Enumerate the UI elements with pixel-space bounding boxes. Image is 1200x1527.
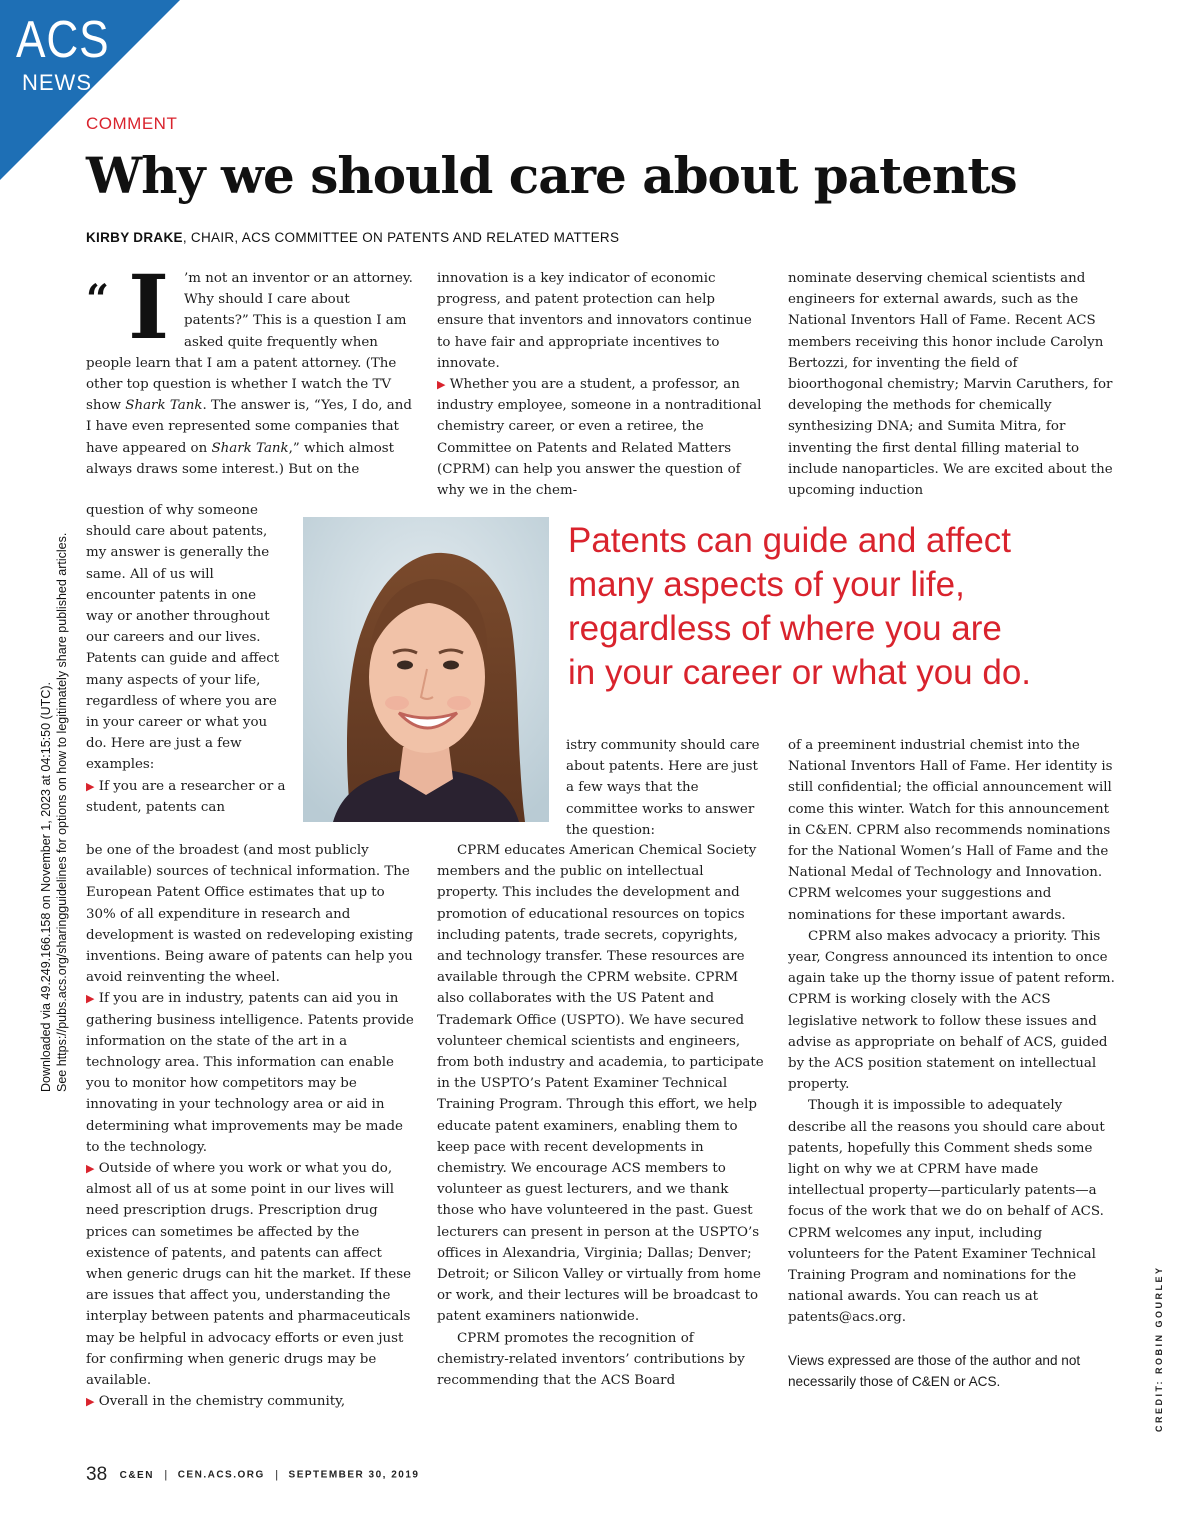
- bullet-student-continued: istry community should care about patents. Here are just a few ways that the committee works to answer the question:: [566, 738, 760, 838]
- bullet-student: ▶ Whether you are a student, a professor, an industry employee, someone in a nontraditional chemistry career, or even a retiree, the Committee on Patents and Related Matters (CPRM) can help you answer the question of why we in the chem-: [437, 377, 762, 499]
- article-column-2-bottom: [437, 840, 765, 1391]
- headline: Why we should care about patents: [86, 146, 1017, 205]
- cprm-promotes-paragraph: CPRM promotes the recognition of chemistry-related inventors’ contributions by recommending that the ACS Board: [437, 1330, 745, 1389]
- disclaimer: Views expressed are those of the author and not necessarily those of C&EN or ACS.: [788, 1352, 1081, 1389]
- bullet-arrow-icon: ▶: [86, 992, 95, 1006]
- download-notice: [38, 432, 70, 1092]
- article-column-3-top: [788, 268, 1116, 501]
- article-column-1-top: [86, 255, 414, 480]
- photo-credit: CREDIT: ROBIN GOURLEY: [1154, 1265, 1164, 1432]
- news-logo-label: NEWS: [22, 70, 92, 95]
- pull-quote-line-2: many aspects of your life,: [568, 565, 965, 604]
- dropcap: “ I: [86, 255, 170, 359]
- bullet-arrow-icon: ▶: [86, 1162, 95, 1176]
- article-column-2-narrow: [566, 735, 764, 841]
- byline-role: , CHAIR, ACS COMMITTEE ON PATENTS AND RELATED MATTERS: [182, 230, 620, 245]
- footer-publication: C&EN: [119, 1469, 154, 1481]
- pull-quote-line-3: regardless of where you are: [568, 609, 1002, 648]
- page-number: 38: [86, 1464, 108, 1485]
- bullet-researcher-rest: be one of the broadest (and most publicly available) sources of technical information. The European Patent Office estimates that up to 30% of all expenditure in research and development is wasted on redeveloping existing inventions. Being aware of patents can help you avoid reinventing the wheel.: [86, 843, 414, 986]
- article-column-2-top: [437, 268, 765, 501]
- bullet-arrow-icon: ▶: [437, 378, 446, 392]
- bullet-drugs: ▶ Outside of where you work or what you do, almost all of us at some point in our lives will need prescription drugs. Prescription drug prices can sometimes be affected by the existence of patents, and patents can affect when generic drugs can hit the market. If these are issues that affect you, understanding the interplay between patents and pharmaceuticals may be helpful in advocacy efforts or even just for confirming when generic drugs may be available.: [86, 1161, 412, 1389]
- author-portrait-illustration: [303, 517, 549, 822]
- advocacy-paragraph: CPRM also makes advocacy a priority. This year, Congress announced its intention to once again take up the thorny issue of patent reform. CPRM is working closely with the ACS legislative network to follow these issues and advise as appropriate on behalf of ACS, guided by the ACS position statement on intellectual property.: [788, 928, 1115, 1093]
- intro-paragraph: ’m not an inventor or an attorney. Why should I care about patents?” This is a question I am asked quite frequently when people learn that I am a patent attorney. (The other top question is whether I watch the TV show Shark Tank. The answer is, “Yes, I do, and I have even represented some companies that have appeared on Shark Tank,” which almost always draws some interest.) But on the: [86, 271, 413, 477]
- article-column-1-narrow: [86, 500, 286, 818]
- intro-paragraph-continued: question of why someone should care about patents, my answer is generally the same. All of us will encounter patents in one way or another throughout our careers and our lives. Patents can guide and affect many aspects of your life, regardless of where you are in your career or what you do. Here are just a few examples:: [86, 503, 280, 773]
- article-column-1-bottom: [86, 840, 414, 1412]
- article-column-3-bottom: [788, 735, 1116, 1392]
- bullet-researcher-start: ▶ If you are a researcher or a student, patents can: [86, 778, 286, 815]
- acs-logo[interactable]: ACS: [16, 11, 110, 69]
- innovation-paragraph: innovation is a key indicator of economic progress, and patent protection can help ensure that inventors and innovators continue to have fair and appropriate incentives to innovate.: [437, 271, 752, 371]
- section-label: COMMENT: [86, 114, 178, 133]
- cprm-educates-paragraph: CPRM educates American Chemical Society members and the public on intellectual property. This includes the development and promotion of educational resources on topics including patents, trade secrets, copyrights, and technology transfer. These resources are available through the CPRM website. CPRM also collaborates with the US Patent and Trademark Office (USPTO). We have secured volunteer chemical scientists and engineers, from both industry and academia, to participate in the USPTO’s Patent Examiner Technical Training Program. Through this effort, we help educate patent examiners, enabling them to keep pace with recent developments in chemistry. We encourage ACS members to volunteer as guest lecturers, and we thank those who have volunteered in the past. Guest lecturers can present in person at the USPTO’s offices in Alexandria, Virginia; Dallas; Denver; Detroit; or Silicon Valley or virtually from home or work, and their lectures will be broadcast to patent examiners nationwide.: [437, 843, 764, 1325]
- bullet-chemistry-community: ▶ Overall in the chemistry community,: [86, 1394, 346, 1410]
- download-notice-line1: Downloaded via 49.249.166.158 on November 1, 2023 at 04:15:50 (UTC).: [39, 682, 53, 1092]
- pull-quote-line-4: in your career or what you do.: [568, 653, 1032, 692]
- pull-quote-line-1: Patents can guide and affect: [568, 521, 1012, 560]
- footer-date: SEPTEMBER 30, 2019: [288, 1469, 420, 1481]
- bullet-industry: ▶ If you are in industry, patents can aid you in gathering business intelligence. Patents provide information on the state of the art in a technology area. This information can enable you to monitor how competitors may be innovating in your technology area or aid in determining what improvements may be made to the technology.: [86, 991, 414, 1155]
- bullet-arrow-icon: ▶: [86, 779, 95, 793]
- awards-paragraph: nominate deserving chemical scientists and engineers for external awards, such as the National Inventors Hall of Fame. Recent ACS members receiving this honor include Carolyn Bertozzi, for inventing the field of bioorthogonal chemistry; Marvin Caruthers, for developing the methods for chemically synthesizing DNA; and Sumita Mitra, for inventing the first dental filling material to include nanoparticles. We are excited about the upcoming induction: [788, 271, 1113, 499]
- footer-site-link[interactable]: CEN.ACS.ORG: [177, 1469, 265, 1481]
- page-footer: 38 C&EN | CEN.ACS.ORG | SEPTEMBER 30, 2019: [86, 1464, 420, 1485]
- dropcap-letter: I: [128, 255, 170, 359]
- pull-quote: [568, 519, 1148, 695]
- download-notice-line2: See https://pubs.acs.org/sharingguidelines for options on how to legitimately share published articles.: [55, 532, 69, 1092]
- byline-author: KIRBY DRAKE: [86, 230, 183, 245]
- bullet-arrow-icon: ▶: [86, 1395, 95, 1409]
- byline: [86, 230, 619, 245]
- awards-paragraph-continued: of a preeminent industrial chemist into the National Inventors Hall of Fame. Her identity is still confidential; the official announcement will come this winter. Watch for this announcement in C&EN. CPRM also recommends nominations for the National Women’s Hall of Fame and the National Medal of Technology and Innovation. CPRM welcomes your suggestions and nominations for these important awards.: [788, 738, 1113, 923]
- author-photo: [303, 517, 549, 822]
- closing-paragraph: Though it is impossible to adequately describe all the reasons you should care about patents, hopefully this Comment sheds some light on why we at CPRM have made intellectual property—particularly patents—a focus of the work that we do on behalf of ACS. CPRM welcomes any input, including volunteers for the Patent Examiner Technical Training Program and nominations for the national awards. You can reach us at patents@acs.org.: [788, 1098, 1105, 1326]
